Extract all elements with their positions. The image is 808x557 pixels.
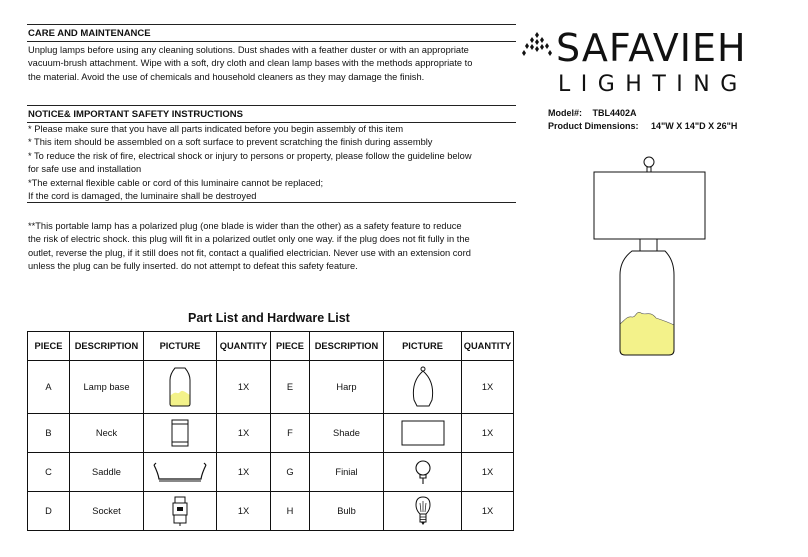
header-picture: PICTURE [384, 332, 462, 361]
picture-cell [144, 453, 217, 492]
description-cell: Shade [310, 414, 384, 453]
description-cell: Lamp base [70, 361, 144, 414]
quantity-cell: 1X [462, 492, 514, 531]
parts-header-row [28, 332, 514, 361]
lamp-base-icon [168, 366, 192, 408]
header-description: DESCRIPTION [70, 332, 144, 361]
quantity-cell: 1X [217, 361, 271, 414]
piece-cell: C [28, 453, 70, 492]
brand-name: SAFAVIEH [556, 26, 747, 70]
polarized-line: **This portable lamp has a polarized plug (one blade is wider than the other) as a safety feature to reduce [28, 221, 462, 231]
picture-cell [384, 414, 462, 453]
quantity-cell: 1X [462, 453, 514, 492]
safety-line: for safe use and installation [28, 164, 142, 175]
safety-bottom-rule [27, 202, 516, 203]
quantity-cell: 1X [462, 361, 514, 414]
polarized-line: unless the plug can be fully inserted. do not attempt to defeat this safety feature. [28, 261, 358, 272]
piece-cell: H [271, 492, 310, 531]
header-quantity: QUANTITY [217, 332, 271, 361]
dimensions-line [548, 121, 737, 131]
lamp-shade-shape [594, 172, 705, 239]
finial-icon [413, 458, 433, 486]
brand-chandelier-icon [522, 30, 552, 60]
parts-table [27, 331, 514, 531]
piece-cell: E [271, 361, 310, 414]
lamp-illustration [590, 150, 720, 360]
safety-top-rule [27, 105, 516, 106]
model-line [548, 108, 637, 118]
care-line: Unplug lamps before using any cleaning solutions. Dust shades with a feather duster or with an appropriate [28, 45, 469, 55]
safety-text [28, 123, 472, 203]
care-line: vacuum-brush attachment. Wipe with a soft, dry cloth and clean lamp bases with the methods appropriate to [28, 58, 473, 69]
quantity-cell: 1X [217, 414, 271, 453]
model-label: Model#: [548, 108, 583, 118]
piece-cell: D [28, 492, 70, 531]
lamp-finial-stem [647, 167, 651, 172]
safety-line: *The external flexible cable or cord of this luminaire cannot be replaced; [28, 177, 324, 188]
table-row [28, 414, 514, 453]
polarized-text [28, 220, 471, 274]
polarized-line: outlet, reverse the plug, if it still does not fit, contact a qualified electrician. Never use with an extension cord [28, 247, 471, 258]
care-title-rule [27, 41, 516, 42]
care-top-rule [27, 24, 516, 25]
safety-line: * To reduce the risk of fire, electrical shock or injury to persons or property, please follow the guideline below [28, 150, 472, 161]
care-title: CARE AND MAINTENANCE [28, 28, 151, 39]
table-row [28, 453, 514, 492]
header-piece: PIECE [28, 332, 70, 361]
picture-cell [384, 453, 462, 492]
description-cell: Bulb [310, 492, 384, 531]
piece-cell: A [28, 361, 70, 414]
safety-line: * This item should be assembled on a soft surface to prevent scratching the finish during assembly [28, 137, 433, 148]
safety-line: * Please make sure that you have all parts indicated before you begin assembly of this item [28, 124, 404, 134]
picture-cell [144, 492, 217, 531]
harp-icon [409, 366, 437, 408]
lamp-fill-shape [620, 312, 674, 355]
care-text [28, 44, 472, 84]
header-quantity: QUANTITY [462, 332, 514, 361]
quantity-cell: 1X [217, 492, 271, 531]
description-cell: Socket [70, 492, 144, 531]
lamp-neck-shape [640, 239, 657, 251]
model-value: TBL4402A [592, 108, 637, 118]
safety-line: If the cord is damaged, the luminaire shall be destroyed [28, 191, 257, 202]
neck-icon [170, 418, 190, 448]
care-line: the material. Avoid the use of chemicals and household cleaners as they may damage the finish. [28, 71, 425, 82]
picture-cell [384, 492, 462, 531]
piece-cell: F [271, 414, 310, 453]
lamp-finial-shape [644, 157, 654, 167]
parts-title: Part List and Hardware List [188, 311, 350, 325]
safety-title: NOTICE& IMPORTANT SAFETY INSTRUCTIONS [28, 109, 243, 120]
piece-cell: G [271, 453, 310, 492]
shade-icon [400, 419, 446, 447]
quantity-cell: 1X [217, 453, 271, 492]
dimensions-label: Product Dimensions: [548, 121, 639, 131]
description-cell: Neck [70, 414, 144, 453]
table-row [28, 361, 514, 414]
piece-cell: B [28, 414, 70, 453]
picture-cell [144, 361, 217, 414]
brand-subname: LIGHTING [558, 72, 748, 97]
table-row [28, 492, 514, 531]
header-picture: PICTURE [144, 332, 217, 361]
dimensions-value: 14"W X 14"D X 26"H [651, 121, 738, 131]
description-cell: Finial [310, 453, 384, 492]
quantity-cell: 1X [462, 414, 514, 453]
header-piece: PIECE [271, 332, 310, 361]
saddle-icon [152, 459, 208, 485]
description-cell: Harp [310, 361, 384, 414]
bulb-icon [413, 495, 433, 527]
description-cell: Saddle [70, 453, 144, 492]
header-description: DESCRIPTION [310, 332, 384, 361]
picture-cell [384, 361, 462, 414]
picture-cell [144, 414, 217, 453]
polarized-line: the risk of electric shock. this plug will fit in a polarized outlet only one way. if the plug does not fit fully in the [28, 234, 470, 245]
socket-icon [169, 495, 191, 527]
